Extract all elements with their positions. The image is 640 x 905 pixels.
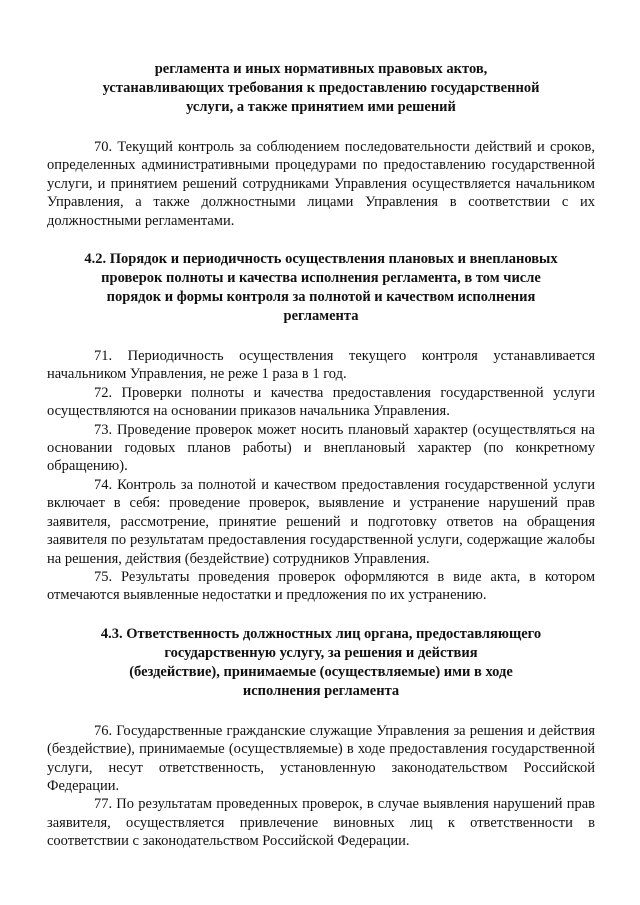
paragraph-71: 71. Периодичность осуществления текущего контроля устанавливается начальником Управления, не реже 1 раза в 1 год. <box>47 348 595 383</box>
section-intro-heading <box>47 60 595 117</box>
paragraph-70: 70. Текущий контроль за соблюдением последовательности действий и сроков, определенных административными процедурами по предоставлению государственной услуги, и принятием решений сотрудниками Управления осуществляется начальником Управления, а также должностными лицами Управления в соответствии с их должностными регламентами. <box>47 139 595 229</box>
heading-line: порядок и формы контроля за полнотой и качеством исполнения <box>106 289 536 306</box>
paragraph-75: 75. Результаты проведения проверок оформляются в виде акта, в котором отмечаются выявленные недостатки и предложения по их устранению. <box>47 568 595 604</box>
heading-line: проверок полноты и качества исполнения регламента, в том числе <box>101 270 541 287</box>
heading-line: (бездействие), принимаемые (осуществляемые) ими в ходе <box>129 663 513 680</box>
heading-line: услуги, а также принятием ими решений <box>186 99 456 115</box>
heading-line: 4.3. Ответственность должностных лиц органа, предоставляющего <box>100 625 542 642</box>
paragraph-77: 77. По результатам проведенных проверок, в случае выявления нарушений прав заявителя, осуществляется привлечение виновных лиц к ответственности в соответствии с законодательством Российской Федерации. <box>47 796 595 850</box>
paragraph-73: 73. Проведение проверок может носить плановый характер (осуществляться на основании годовых планов работы) и внеплановый характер (по конкретному обращению). <box>47 421 595 475</box>
heading-line: государственную услугу, за решения и действия <box>164 644 478 661</box>
heading-line: 4.2. Порядок и периодичность осуществления плановых и внеплановых <box>84 251 558 268</box>
heading-line: регламента и иных нормативных правовых актов, <box>154 61 488 77</box>
heading-line: исполнения регламента <box>242 682 400 699</box>
section-4-2-heading <box>47 250 595 326</box>
section-4-3-heading <box>47 625 595 701</box>
paragraph-74: 74. Контроль за полнотой и качеством предоставления государственной услуги включает в себя: проведение проверок, выявление и устранение нарушений прав заявителя, рассмотрение, принятие решений и подготовку ответов на обращения заявителя по результатам предоставления государственной услуги, содержащие жалобы на решения, действия (бездействие) сотрудников Управления. <box>47 476 595 567</box>
paragraph-72: 72. Проверки полноты и качества предоставления государственной услуги осуществляются на основании приказов начальника Управления. <box>47 384 595 420</box>
heading-line: регламента <box>283 308 359 325</box>
paragraph-76: 76. Государственные гражданские служащие Управления за решения и действия (бездействие), принимаемые (осуществляемые) в ходе предоставления государственной услуги, несут ответственность, установленную законодательством Российской Федерации. <box>47 722 595 794</box>
document-page <box>47 60 595 851</box>
heading-line: устанавливающих требования к предоставлению государственной <box>102 80 540 96</box>
